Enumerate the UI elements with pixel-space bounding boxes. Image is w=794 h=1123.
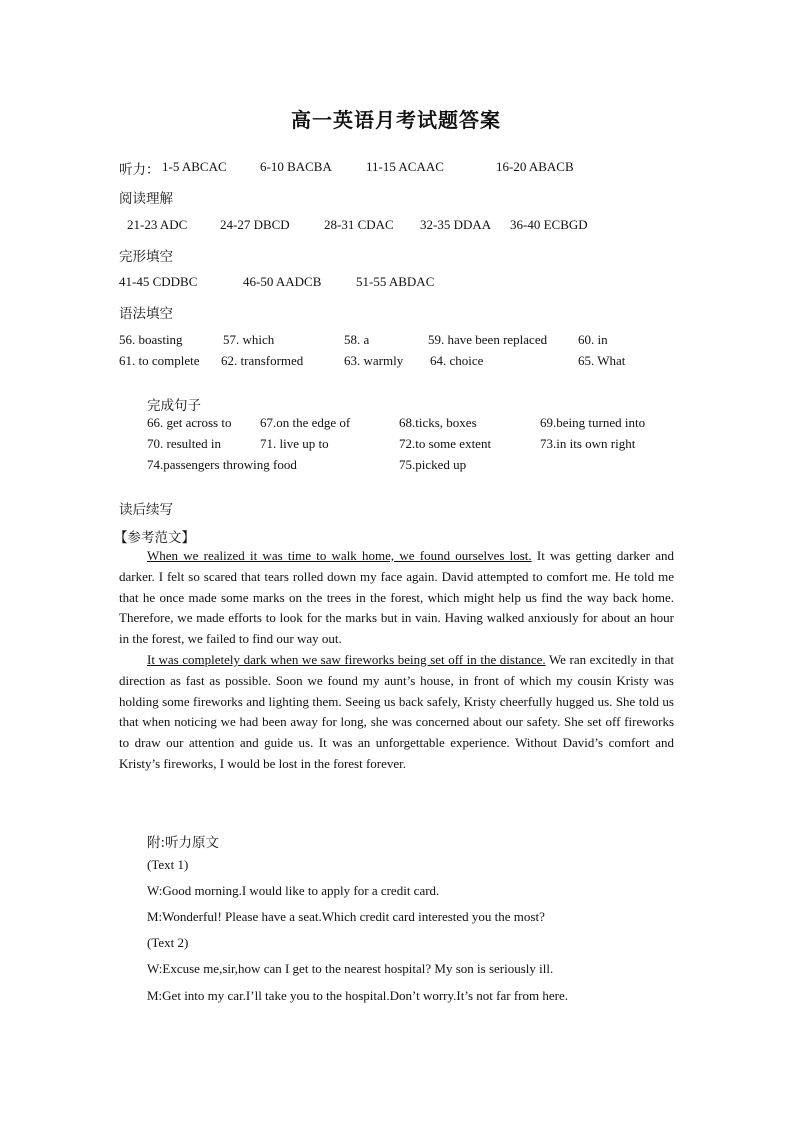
sentences-label: 完成句子: [147, 398, 201, 414]
reading-answer: 36-40 ECBGD: [510, 217, 588, 232]
sentence-answer: 70. resulted in: [147, 436, 222, 451]
cloze-answer: 46-50 AADCB: [243, 274, 322, 289]
sentence-answer: 72.to some extent: [399, 436, 492, 451]
cloze-answer: 41-45 CDDBC: [119, 274, 198, 289]
page-title: 高一英语月考试题答案: [291, 108, 501, 132]
essay-underlined-opening: When we realized it was time to walk home, we found ourselves lost.: [147, 548, 532, 563]
continuation-label: 读后续写: [119, 502, 173, 518]
listening-answer: 16-20 ABACB: [496, 159, 574, 174]
listening-answer: 11-15 ACAAC: [366, 159, 444, 174]
reading-answer: 21-23 ADC: [127, 217, 188, 232]
cloze-answer: 51-55 ABDAC: [356, 274, 435, 289]
sentence-answer: 67.on the edge of: [260, 415, 351, 430]
sentence-answer: 74.passengers throwing food: [147, 457, 297, 472]
essay-paragraph-1: [119, 546, 674, 650]
grammar-answer: 63. warmly: [344, 353, 404, 368]
grammar-answer: 61. to complete: [119, 353, 200, 368]
transcript-line: W:Good morning.I would like to apply for a credit card.: [147, 883, 440, 898]
transcript-line: (Text 2): [147, 935, 189, 950]
sentence-answer: 71. live up to: [260, 436, 329, 451]
transcript-line: W:Excuse me,sir,how can I get to the nearest hospital? My son is seriously ill.: [147, 961, 554, 976]
grammar-answer: 57. which: [223, 332, 275, 347]
transcript-line: (Text 1): [147, 857, 189, 872]
grammar-answer: 62. transformed: [221, 353, 304, 368]
grammar-label: 语法填空: [119, 306, 173, 322]
grammar-answer: 59. have been replaced: [428, 332, 548, 347]
grammar-answer: 60. in: [578, 332, 608, 347]
reading-answer: 24-27 DBCD: [220, 217, 290, 232]
listening-answer: 6-10 BACBA: [260, 159, 332, 174]
essay-underlined-opening: It was completely dark when we saw fireworks being set off in the distance.: [147, 652, 546, 667]
essay-body: We ran excitedly in that direction as fast as possible. Soon we found my aunt’s house, in front of which my cousin Kristy was holding some fireworks and lighting them. Seeing us back safely, Kristy cheerfully hugged us. She told us that when noticing we had been away for long, she was concerned about our safety. She set off fireworks to draw our attention and guide us. It was an unforgettable experience. Without David’s comfort and Kristy’s fireworks, I would be lost in the forest forever.: [119, 652, 674, 771]
sentence-answer: 69.being turned into: [540, 415, 646, 430]
transcript-line: M:Get into my car.I’ll take you to the hospital.Don’t worry.It’s not far from here.: [147, 988, 568, 1003]
grammar-answer: 58. a: [344, 332, 370, 347]
reading-label: 阅读理解: [119, 191, 173, 207]
reading-answer: 28-31 CDAC: [324, 217, 394, 232]
grammar-answer: 56. boasting: [119, 332, 183, 347]
sentence-answer: 73.in its own right: [540, 436, 636, 451]
transcript-line: M:Wonderful! Please have a seat.Which credit card interested you the most?: [147, 909, 545, 924]
cloze-label: 完形填空: [119, 249, 173, 265]
sentence-answer: 68.ticks, boxes: [399, 415, 477, 430]
sentence-answer: 75.picked up: [399, 457, 467, 472]
grammar-answer: 64. choice: [430, 353, 484, 368]
listening-answer: 1-5 ABCAC: [162, 159, 227, 174]
appendix-label: 附:听力原文: [147, 835, 220, 851]
sample-essay-label: 【参考范文】: [114, 530, 195, 546]
grammar-answer: 65. What: [578, 353, 626, 368]
essay-paragraph-2: [119, 650, 674, 775]
sentence-answer: 66. get across to: [147, 415, 232, 430]
listening-label: 听力：: [119, 162, 160, 178]
essay-body: It was getting darker and darker. I felt so scared that tears rolled down my face again. David attempted to comfort me. He told me that he once made some marks on the trees in the forest, which might help us find the way back home. Therefore, we made efforts to look for the marks but in vain. Having walked anxiously for about an hour in the forest, we failed to find our way out.: [119, 548, 675, 647]
reading-answer: 32-35 DDAA: [420, 217, 492, 232]
